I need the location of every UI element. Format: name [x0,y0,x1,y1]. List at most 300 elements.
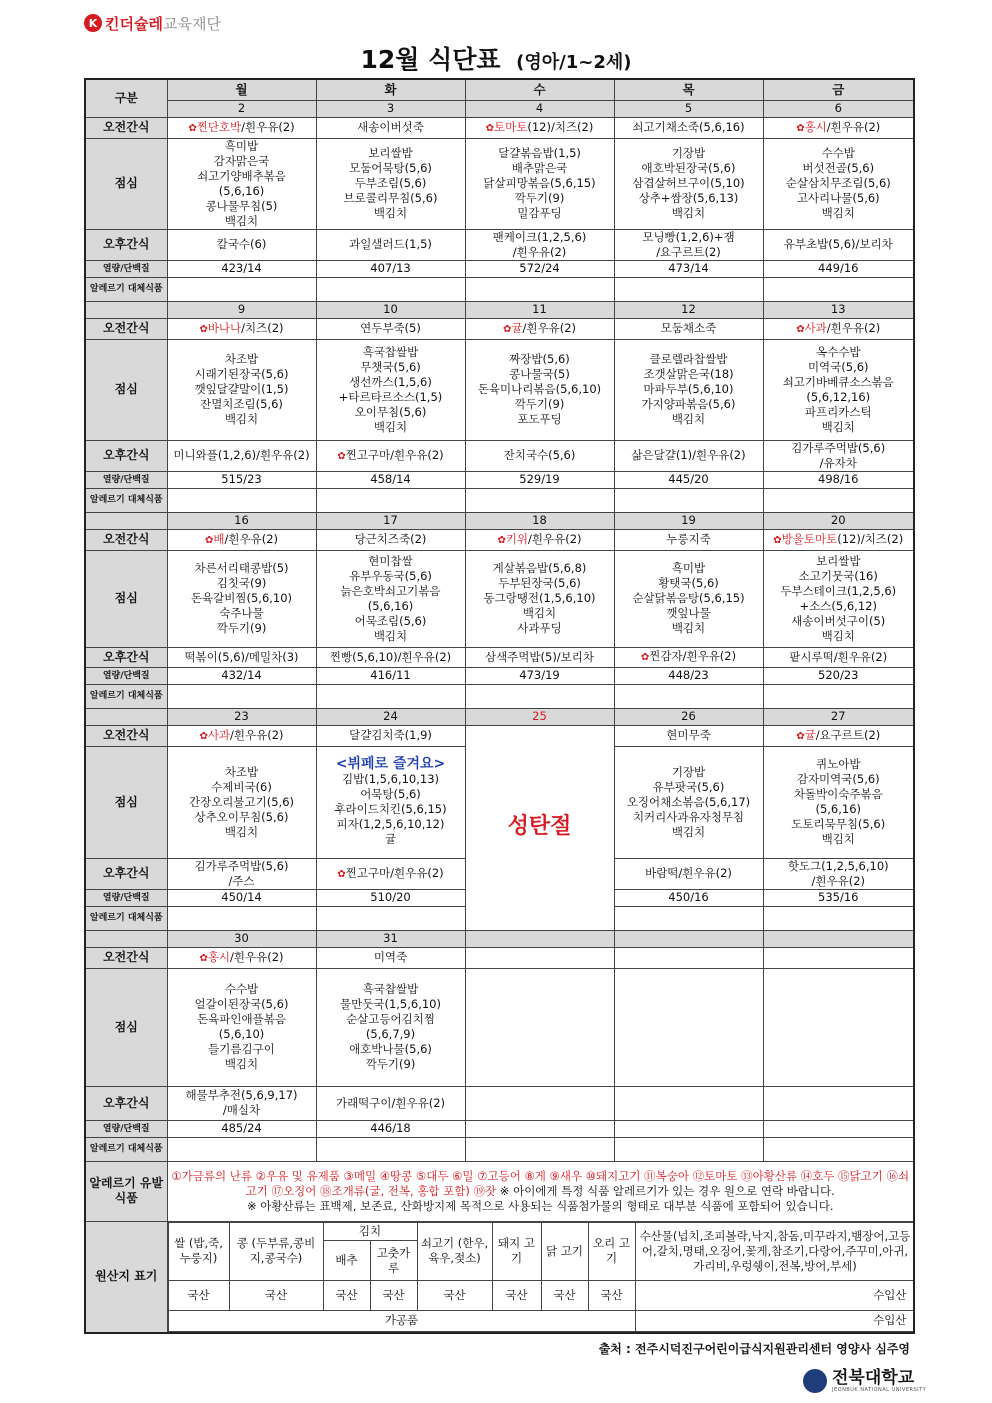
energy-cell: 450/16 [614,889,763,906]
holiday-label: 성탄절 [507,813,572,839]
allergy-alt-cell [167,684,316,708]
energy-cell: 458/14 [316,471,465,488]
origin-domestic-bean: 국산 [229,1281,323,1310]
allergy-alt-cell [614,906,763,930]
lunch-item: 감자맑은국 [213,153,270,168]
am-snack-text: 미역죽 [373,950,408,964]
allergy-alt-label: 알레르기 대체식품 [85,1137,167,1161]
am-snack-text: 현미무죽 [666,728,711,742]
origin-cell [167,1221,914,1333]
origin-rice: 쌀 (밥,죽, 누룽지) [168,1222,229,1281]
pm-snack-text: 삶은달걀(1)/흰우유(2) [631,448,746,462]
lunch-item: 닭살피망볶음(5,6,15) [483,176,596,190]
lunch-item: 콩나물국(5) [509,367,570,381]
lunch-item: 감자미역국(5,6) [796,772,880,786]
lunch-item: 배추맑은국 [511,161,568,175]
pm-snack-text: 찐고구마/흰우유(2) [345,447,444,462]
lunch-cell [167,138,316,229]
energy-label: 열량/단백질 [85,667,167,684]
energy-label: 열량/단백질 [85,1120,167,1137]
am-snack-cell [465,318,614,339]
date-row-label [85,930,167,947]
date-cell: 4 [465,100,614,117]
lunch-cell [614,746,763,858]
lunch-item: 마파두부(5,6,10) [643,382,734,396]
energy-cell: 448/23 [614,667,763,684]
am-snack-text: /흰우유(2) [241,119,295,134]
flower-icon: ✿ [337,868,346,880]
lunch-item: 쇠고기바베큐소스볶음 [782,374,894,389]
date-cell: 31 [316,930,465,947]
lunch-item: 백김치 [522,606,557,620]
allergy-alt-label: 알레르기 대체식품 [85,277,167,301]
lunch-item: 백김치 [821,206,855,220]
flower-icon: ✿ [199,952,208,964]
fruit-item: 홍시 [804,119,827,134]
allergy-label: 알레르기 유발식품 [85,1161,167,1221]
allergy-list: ①가금류의 난류 ②우유 및 유제품 ③메밀 ④땅콩 ⑤대두 ⑥밀 ⑦고등어 ⑧게 ⑨새우 ⑩돼지고기 ⑪복숭아 ⑫토마토 ⑬아황산류 ⑭호두 ⑮닭고기 ⑯쇠고기 ⑰오징어 ⑱조개류(굴, 전복, 홍합 포함) ⑲잣 [171,1168,910,1198]
origin-processed-imported: 수입산 [635,1310,914,1331]
lunch-item: (5,6,12,16) [806,389,871,404]
fruit-item: 찐단호박 [196,119,242,134]
pm-snack-cell [763,229,914,260]
date-cell: 6 [763,100,914,117]
pm-snack-item [765,859,913,874]
pm-snack-item [169,874,315,889]
date-row-label [85,301,167,318]
allergy-alt-cell [465,1137,614,1161]
allergy-alt-label: 알레르기 대체식품 [85,488,167,512]
origin-chicken: 닭 고기 [541,1222,588,1281]
am-snack-text: /흰우유(2) [224,531,278,546]
allergy-alt-cell [465,488,614,512]
pm-snack-item [318,650,464,665]
lunch-item: 브로콜리무침(5,6) [343,191,438,205]
date-cell: 13 [763,301,914,318]
pm-snack-item [318,448,464,464]
energy-cell: 473/14 [614,260,763,277]
lunch-cell [316,138,465,229]
pm-snack-cell [316,229,465,260]
lunch-item: 깍두기(9) [514,397,565,411]
flower-icon: ✿ [640,652,650,663]
energy-cell: 485/24 [167,1120,316,1137]
origin-domestic-rice: 국산 [168,1281,229,1310]
lunch-cell [167,550,316,647]
origin-seafood-imported: 수입산 [635,1281,914,1310]
am-snack-cell [763,529,914,550]
pm-snack-item [318,866,464,882]
lunch-item: 두부조림(5,6) [354,176,427,190]
lunch-item: 유부우동국(5,6) [349,568,432,583]
lunch-item: 두부스테이크(1,2,5,6) [780,583,897,598]
lunch-item: 김밥(1,5,6,10,13) [341,772,440,786]
lunch-item: 귤 [384,832,397,846]
pm-snack-cell [167,647,316,667]
date-cell: 17 [316,512,465,529]
jbnu-eng: JEONBUK NATIONAL UNIVERSITY [832,1386,927,1393]
holiday-cell [465,725,614,930]
am-snack-text: /흰우유(2) [826,119,881,134]
lunch-item: 새송이버섯구이(5) [791,613,886,628]
fruit-item: 방울토마토 [781,531,838,546]
pm-snack-text: /주스 [228,873,255,888]
am-snack-text: 모둠채소죽 [660,321,717,335]
pm-snack-item [765,456,913,471]
origin-pork: 돼지 고기 [492,1222,541,1281]
allergy-alt-cell [465,277,614,301]
date-cell: 30 [167,930,316,947]
lunch-item: 치커리사과유자청무침 [632,809,745,824]
lunch-item: 고사리나물(5,6) [796,191,880,205]
lunch-item: 순살닭볶음탕(5,6,15) [632,591,745,605]
energy-cell: 473/19 [465,667,614,684]
date-cell: 27 [763,708,914,725]
origin-seafood: 수산물(넙치,조피볼락,낙지,참돔,미꾸라지,뱀장어,고등어,갈치,명태,오징어,꽃게,참조기,다랑어,주꾸미,아귀,가리비,우렁쉥이,전복,방어,부세) [635,1222,914,1281]
am-snack-cell [316,529,465,550]
pm-snack-text: 떡볶이(5,6)/메밀차(3) [184,649,299,664]
allergy-alt-cell [763,906,914,930]
lunch-cell [167,339,316,440]
pm-snack-item [616,866,762,881]
lunch-cell [465,968,614,1086]
fruit-item: 귤 [511,320,523,335]
date-cell [614,930,763,947]
am-snack-cell [763,725,914,746]
lunch-item: 보리쌀밥 [816,553,861,568]
am-snack-cell [167,947,316,968]
lunch-cell [763,550,914,647]
lunch-item: (5,6,10) [218,1027,265,1041]
lunch-item: 백김치 [671,621,706,635]
lunch-item: 백김치 [671,206,706,220]
am-snack-cell [167,725,316,746]
energy-cell: 432/14 [167,667,316,684]
lunch-item: 수제비국(6) [211,779,272,794]
am-snack-text: /흰우유(2) [826,320,881,335]
allergy-alt-label: 알레르기 대체식품 [85,684,167,708]
lunch-item: 소고기뭇국(16) [798,568,878,583]
date-cell: 3 [316,100,465,117]
date-cell: 9 [167,301,316,318]
origin-cabbage: 배추 [323,1241,370,1281]
pm-snack-item [169,1103,315,1118]
lunch-item: 파프리카스틱 [804,404,872,419]
am-snack-text: 새송이버섯죽 [357,120,424,134]
fruit-item: 사과 [804,320,827,335]
am-snack-cell [167,318,316,339]
pm-snack-item [169,859,315,874]
energy-cell: 416/11 [316,667,465,684]
allergy-alt-cell [763,488,914,512]
fruit-item: 토마토 [494,119,528,134]
lunch-item: 물만둣국(1,5,6,10) [340,997,441,1011]
pm-snack-cell [763,858,914,889]
origin-domestic-pork: 국산 [492,1281,541,1310]
pm-snack-text: 찐빵(5,6,10)/흰우유(2) [329,649,452,664]
pm-snack-text: 유부초밥(5,6)/보리차 [783,237,893,251]
lunch-item: 백김치 [224,824,259,839]
am-snack-text: 쇠고기채소죽(5,6,16) [632,120,745,134]
lunch-item: 상추+쌈장(5,6,13) [638,191,739,205]
lunch-item: +소스(5,6,12) [799,598,877,613]
am-snack-cell [614,318,763,339]
lunch-item: (5,6,16) [218,183,265,198]
lunch-item: 깍두기(9) [216,621,267,635]
am-snack-text: /흰우유(2) [522,320,576,335]
pm-snack-cell [316,858,465,889]
lunch-cell [465,550,614,647]
origin-domestic-chicken: 국산 [541,1281,588,1310]
am-snack-text: (12)/치즈(2) [837,531,904,546]
pm-snack-cell [614,229,763,260]
pm-snack-cell [465,647,614,667]
lunch-label: 점심 [85,339,167,440]
logo-mark: K [84,14,102,32]
pm-snack-item [467,245,613,260]
am-snack-text: /흰우유(2) [230,727,284,742]
flower-icon: ✿ [205,534,214,546]
allergy-alt-cell [614,1137,763,1161]
lunch-item: 흑국찹쌀밥 [362,982,419,996]
lunch-label: 점심 [85,746,167,858]
flower-icon: ✿ [503,323,512,335]
pm-snack-text: 팥시루떡/흰우유(2) [789,649,888,664]
pm-snack-cell [465,440,614,471]
kinderschule-logo [84,10,221,36]
am-snack-text: (12)/치즈(2) [527,119,594,134]
lunch-item: 버섯전골(5,6) [802,161,875,175]
lunch-item: 현미찹쌀 [368,553,413,568]
day-header: 화 [316,79,465,100]
energy-cell: 520/23 [763,667,914,684]
allergy-alt-cell [316,684,465,708]
energy-cell: 407/13 [316,260,465,277]
date-row-label [85,708,167,725]
lunch-item: 유부팟국(5,6) [652,779,725,794]
day-header: 목 [614,79,763,100]
am-snack-cell [614,725,763,746]
am-snack-cell [316,725,465,746]
pm-snack-text: /유자차 [819,455,857,470]
pm-snack-text: 바람떡/흰우유(2) [645,866,732,880]
page-title [0,40,992,76]
allergy-alt-cell [465,684,614,708]
menu-table [84,78,915,1334]
lunch-item: 수수밥 [821,146,855,160]
lunch-item: 백김치 [671,824,706,839]
pm-snack-item [169,448,315,463]
pm-snack-item [616,230,762,245]
date-cell: 19 [614,512,763,529]
energy-cell: 535/16 [763,889,914,906]
fruit-item: 사과 [207,727,231,742]
lunch-item: 가지양파볶음(5,6) [641,397,736,411]
lunch-item: 밀감푸딩 [517,206,562,220]
flower-icon: ✿ [497,534,506,546]
allergy-note-sulfite: ※ 아황산류는 표백제, 보존료, 산화방지제 목적으로 사용되는 식품첨가물의 형태로 대부분 식품에 포함되어 있습니다. [246,1198,834,1213]
fruit-item: 바나나 [207,320,242,335]
am-snack-cell [167,117,316,138]
am-snack-cell [763,947,914,968]
date-cell: 23 [167,708,316,725]
lunch-item: 포도푸딩 [517,412,562,426]
am-snack-label: 오전간식 [85,947,167,968]
am-snack-cell [465,947,614,968]
pm-snack-item [169,237,315,252]
lunch-item: 조갯살맑은국(18) [643,367,734,381]
lunch-item: 간장오리불고기(5,6) [188,794,295,809]
pm-snack-text: 김가루주먹밥(5,6) [791,440,886,455]
pm-snack-item [765,441,913,456]
pm-snack-text: 잔치국수(5,6) [503,448,576,462]
jbnu-name: 전북대학교 [832,1367,915,1388]
pm-snack-cell [614,647,763,667]
lunch-item: 흑미밥 [224,138,259,153]
am-snack-cell [316,947,465,968]
pm-snack-cell [614,1086,763,1120]
lunch-item: 애호박나물(5,6) [349,1042,432,1056]
pm-snack-label: 오후간식 [85,647,167,667]
allergy-alt-cell [167,906,316,930]
lunch-item: 백김치 [224,1057,259,1071]
allergy-alt-label: 알레르기 대체식품 [85,906,167,930]
origin-label: 원산지 표기 [85,1221,167,1333]
allergy-alt-cell [167,277,316,301]
lunch-cell [167,746,316,858]
energy-cell: 445/20 [614,471,763,488]
am-snack-text: /흰우유(2) [528,531,582,546]
energy-label: 열량/단백질 [85,471,167,488]
pm-snack-item [616,448,762,463]
lunch-label: 점심 [85,550,167,647]
lunch-label: 점심 [85,138,167,229]
lunch-cell [763,339,914,440]
date-cell [763,930,914,947]
lunch-item: 달걀볶음밥(1,5) [498,146,581,160]
date-cell: 26 [614,708,763,725]
origin-domestic-pepper: 국산 [370,1281,417,1310]
energy-cell: 450/14 [167,889,316,906]
origin-kimchi: 김치 [323,1222,417,1241]
pm-snack-text: 찐감자/흰우유(2) [649,649,737,663]
flower-icon: ✿ [796,323,805,335]
lunch-item: 돈육파인애플볶음 [197,1012,286,1026]
pm-snack-cell [763,647,914,667]
pm-snack-text: 칼국수(6) [216,237,267,251]
date-cell: 24 [316,708,465,725]
lunch-cell [763,746,914,858]
pm-snack-item [765,874,913,889]
lunch-item: 후라이드치킨(5,6,15) [334,802,447,816]
am-snack-cell [316,318,465,339]
pm-snack-item [318,237,464,252]
origin-pepper: 고춧가루 [370,1241,417,1281]
lunch-item: 상추오이무침(5,6) [194,809,289,824]
allergy-alt-cell [763,277,914,301]
pm-snack-text: 삼색주먹밥(5)/보리차 [484,649,595,664]
origin-beef: 쇠고기 (한우,육우,젖소) [417,1222,492,1281]
allergy-alt-cell [316,277,465,301]
lunch-item: 얼갈이된장국(5,6) [194,997,289,1011]
pm-snack-text: /매실차 [222,1103,261,1117]
lunch-item: 무챗국(5,6) [360,359,421,374]
lunch-item: 수수밥 [224,982,259,996]
lunch-item: 백김치 [373,628,408,643]
pm-snack-cell [316,647,465,667]
energy-cell: 510/20 [316,889,465,906]
lunch-item: 차돌박이숙주볶음 [793,787,883,801]
energy-cell [763,1120,914,1137]
lunch-item: 백김치 [373,206,408,220]
origin-domestic-duck: 국산 [588,1281,635,1310]
lunch-item: 늙은호박쇠고기볶음 [340,583,441,598]
flower-icon: ✿ [796,730,805,742]
date-cell: 11 [465,301,614,318]
lunch-item: 깻잎달걀말이(1,5) [194,382,289,396]
lunch-item: +타르타르소스(1,5) [338,389,443,404]
lunch-item: 어묵조림(5,6) [354,613,427,628]
pm-snack-label: 오후간식 [85,229,167,260]
fruit-item: 홍시 [207,949,231,964]
am-snack-label: 오전간식 [85,117,167,138]
pm-snack-text: 김가루주먹밥(5,6) [194,858,289,873]
lunch-item: 사과푸딩 [517,621,562,635]
pm-snack-cell [465,1086,614,1120]
lunch-item: 짜장밥(5,6) [509,352,570,366]
allergy-alt-cell [167,1137,316,1161]
am-snack-cell [614,947,763,968]
allergy-alt-cell [763,1137,914,1161]
am-snack-cell [763,318,914,339]
energy-cell: 446/18 [316,1120,465,1137]
logo-brand-red: 킨더슐레 [105,14,163,33]
flower-icon: ✿ [485,122,495,134]
energy-cell: 572/24 [465,260,614,277]
pm-snack-item [318,1096,464,1111]
allergy-alt-cell [316,488,465,512]
lunch-item: 깻잎나물 [666,606,711,620]
lunch-item: 백김치 [821,419,855,434]
flower-icon: ✿ [337,450,346,462]
am-snack-cell [763,117,914,138]
origin-bean: 콩 (두부류,콩비지,콩국수) [229,1222,323,1281]
pm-snack-label: 오후간식 [85,440,167,471]
allergy-note: ※ 아이에게 특정 식품 알레르기가 있는 경우 원으로 연락 바랍니다. [496,1183,835,1198]
lunch-item: 피자(1,2,5,6,10,12) [336,817,445,831]
pm-snack-cell [316,1086,465,1120]
pm-snack-cell [763,440,914,471]
energy-label: 열량/단백질 [85,260,167,277]
pm-snack-cell [167,440,316,471]
lunch-item: 애호박된장국(5,6) [641,161,736,175]
lunch-item: 도토리묵무침(5,6) [791,817,886,831]
lunch-cell [465,339,614,440]
lunch-item: 황탯국(5,6) [658,576,719,590]
am-snack-text: /흰우유(2) [230,949,284,964]
origin-table [168,1222,915,1332]
am-snack-cell [614,529,763,550]
lunch-cell [316,339,465,440]
pm-snack-item [169,1088,315,1103]
header-label: 구분 [85,79,167,117]
lunch-item: 흑국찹쌀밥 [362,344,419,359]
lunch-cell [763,968,914,1086]
lunch-item: 돈육갈비찜(5,6,10) [190,591,293,605]
pm-snack-label: 오후간식 [85,1086,167,1120]
pm-snack-label: 오후간식 [85,858,167,889]
lunch-item: 차른서리태콩밥(5) [194,561,289,575]
